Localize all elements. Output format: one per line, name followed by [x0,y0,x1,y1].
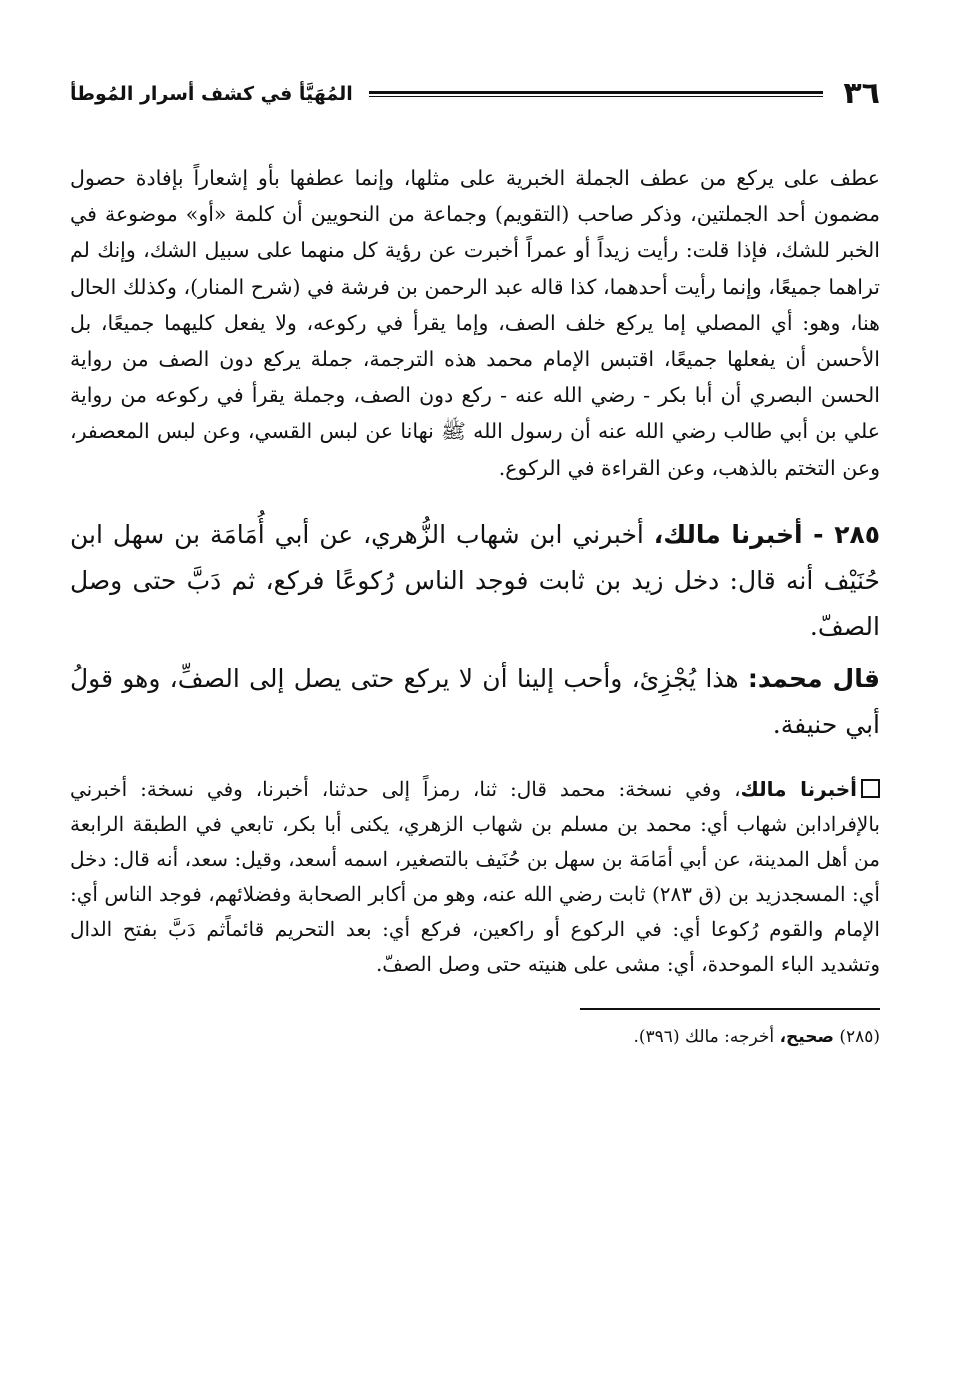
hadith-text: أخبرني ابن شهاب الزُّهري، عن أبي أُمَامَة بن سهل ابن حُنَيْف أنه قال: دخل زيد بن ثابت فوجد الناس رُكوعًا فركع، ثم دَبَّ حتى وصل الصفّ. [70,519,880,641]
square-bullet-icon [861,779,880,798]
header-rule [369,91,824,97]
footnote-number: (٢٨٥) [839,1026,880,1047]
qaul-text: هذا يُجْزِئ، وأحب إلينا أن لا يركع حتى يصل إلى الصفِّ، وهو قولُ أبي حنيفة. [70,663,880,739]
qaul-muhammad-paragraph [70,656,880,748]
sharh-label: أخبرنا مالك [740,776,858,801]
sharh-paragraph [70,772,880,982]
header-title: المُهَيَّأ في كشف أسرار المُوطأ [70,83,353,105]
hadith-paragraph [70,512,880,650]
page-number: ٣٦ [843,76,880,111]
footnote-rule [580,1008,880,1010]
footnote [70,1024,880,1050]
hadith-number-label: ٢٨٥ - أخبرنا مالك، [653,519,880,549]
qaul-label: قال محمد: [747,663,880,693]
page [70,72,880,1332]
sharh-text: ، وفي نسخة: محمد قال: ثنا، رمزاً إلى حدثنا، أخبرنا، وفي نسخة: أخبرني بالإفرادابن شهاب أي: محمد بن مسلم بن شهاب الزهري، يكنى أبا بكر، تابعي في الطبقة الرابعة من أهل المدينة، عن أبي أمَامَة بن سهل بن حُنَيف بالتصغير، اسمه أسعد، وقيل: سعد، أنه قال: دخل أي: المسجدزيد بن (ق ٢٨٣) ثابت رضي الله عنه، وهو من أكابر الصحابة وفضلائهم، فوجد الناس أي: الإمام والقوم رُكوعا أي: في الركوع أو راكعين، فركع أي: بعد التحريم قائماًثم دَبَّ بفتح الدال وتشديد الباء الموحدة، أي: مشى على هنيته حتى وصل الصفّ. [70,776,880,976]
footnote-grade: صحيح، [779,1026,834,1047]
commentary-paragraph: عطف على يركع من عطف الجملة الخبرية على مثلها، وإنما عطفها بأو إشعاراً بإفادة حصول مضمون أحد الجملتين، وذكر صاحب (التقويم) وجماعة من النحويين أن كلمة «أو» موضوعة في الخبر للشك، فإذا قلت: رأيت زيداً أو عمراً أخبرت عن رؤية كل منهما على سبيل الشك، وإنك لم تراهما جميعًا، وإنما رأيت أحدهما، كذا قاله عبد الرحمن بن فرشة في (شرح المنار)، وكذلك الحال هنا، وهو: أي المصلي إما يركع خلف الصف، وإما يقرأ في ركوعه، ولا يفعل كليهما جميعًا، بل الأحسن أن يفعلها جميعًا، اقتبس الإمام محمد هذه الترجمة، جملة يركع دون الصف من رواية الحسن البصري أن أبا بكر - رضي الله عنه - ركع دون الصف، وجملة يقرأ في ركوعه من رواية علي بن أبي طالب رضي الله عنه أن رسول الله ﷺ نهانا عن لبس القسي، وعن لبس المعصفر، وعن التختم بالذهب، وعن القراءة في الركوع. [70,166,880,480]
footnote-text: أخرجه: مالك (٣٩٦). [633,1026,775,1047]
running-header [70,72,880,116]
